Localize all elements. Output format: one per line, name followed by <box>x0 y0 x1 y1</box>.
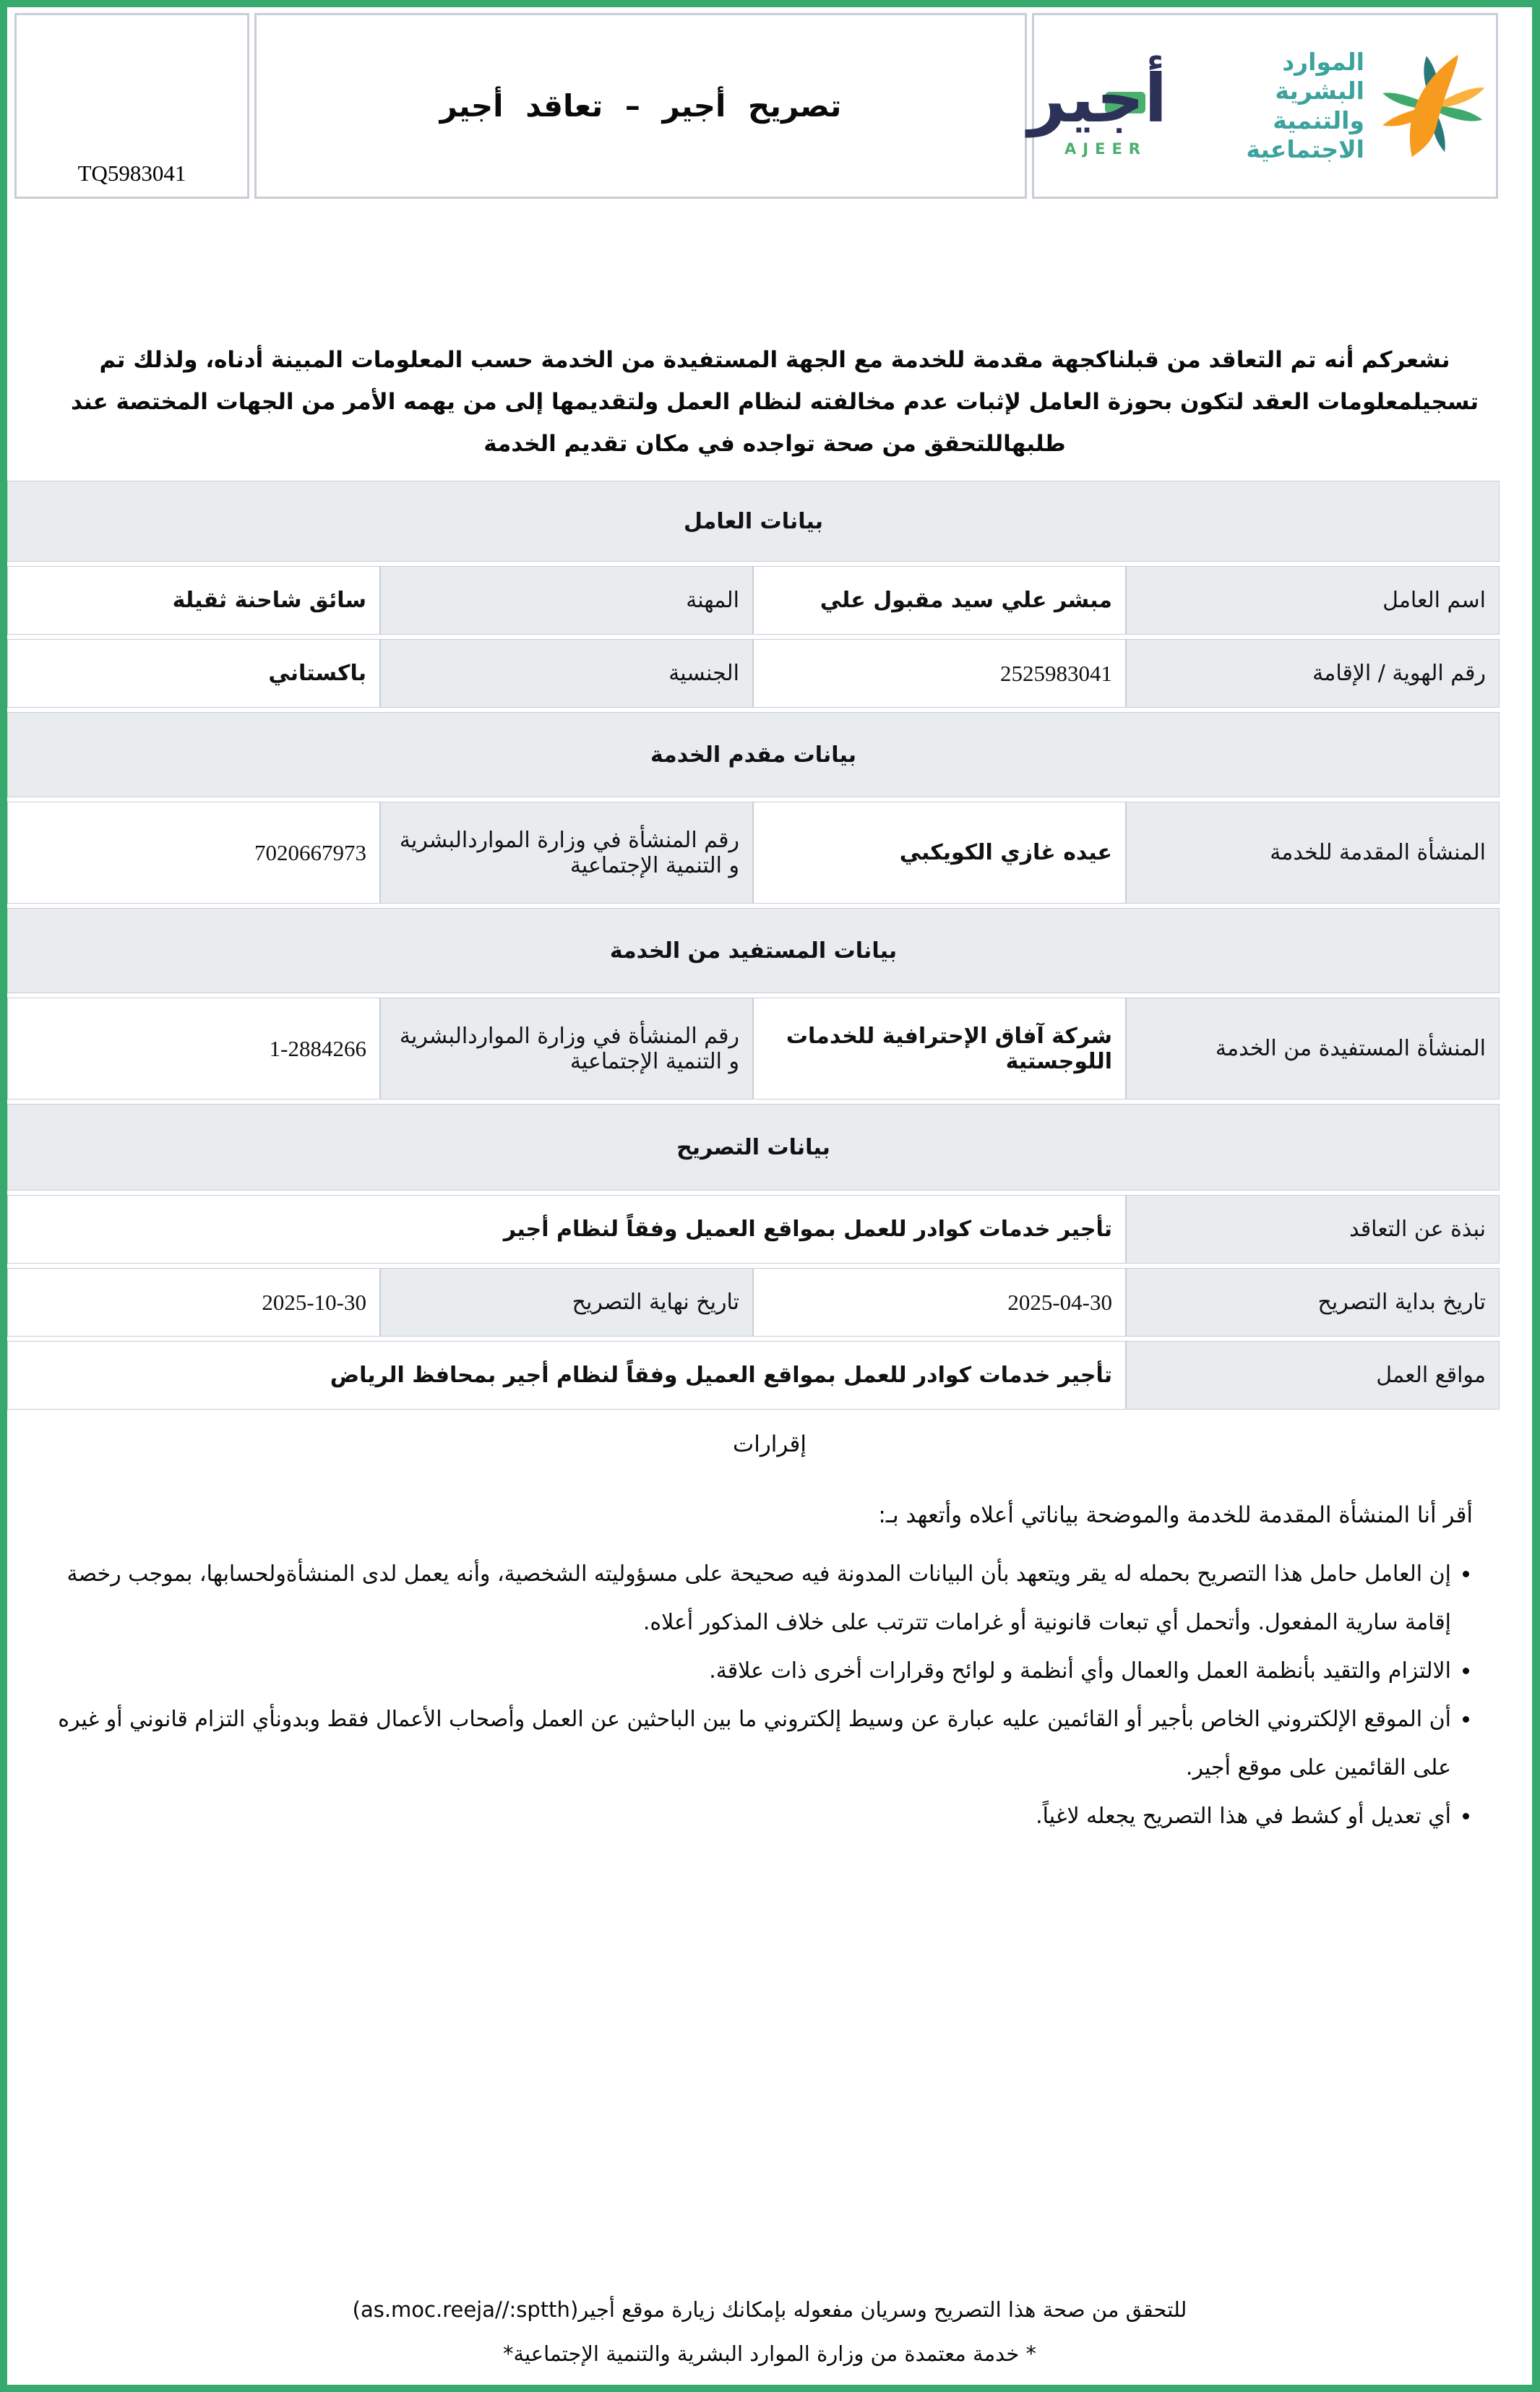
declaration-item: • أن الموقع الإلكتروني الخاص بأجير أو القائمين عليه عبارة عن وسيط إلكتروني ما بين الباحثين عن العمل وأصحاب الأعمال فقط وبدونأي التزام قانوني أو غيره على القائمين على موقع أجير. <box>51 1695 1451 1792</box>
section-title-beneficiary: بيانات المستفيد من الخدمة <box>7 908 1500 993</box>
provider-establishment-value: عيده غازي الكويكبي <box>753 802 1126 904</box>
nationality-value: باكستاني <box>7 639 380 708</box>
beneficiary-establishment-value: شركة آفاق الإحترافية للخدمات اللوجستية <box>753 998 1126 1099</box>
declaration-item: • الالتزام والتقيد بأنظمة العمل والعمال وأي أنظمة و لوائح وقرارات أخرى ذات علاقة. <box>51 1647 1451 1695</box>
header <box>14 13 1498 199</box>
table-row <box>7 566 1500 635</box>
table-row <box>7 1341 1500 1410</box>
section-header-provider <box>7 712 1500 797</box>
ajeer-wordmark-latin: AJEER <box>1064 140 1147 158</box>
provider-number-label: رقم المنشأة في وزارة المواردالبشرية و التنمية الإجتماعية <box>380 802 753 904</box>
beneficiary-establishment-label: المنشأة المستفيدة من الخدمة <box>1126 998 1500 1099</box>
end-date-value: 2025-10-30 <box>7 1268 380 1337</box>
section-title-provider: بيانات مقدم الخدمة <box>7 712 1500 797</box>
declarations-heading: إقرارات <box>733 1431 806 1457</box>
ministry-wordmark <box>1193 48 1364 164</box>
footer-verify-line: للتحقق من صحة هذا التصريح وسريان مفعوله بإمكانك زيارة موقع أجير(as.moc.reeja//:sptth) <box>352 2297 1187 2322</box>
end-date-label: تاريخ نهاية التصريح <box>380 1268 753 1337</box>
table-row <box>7 639 1500 708</box>
ministry-logo <box>1193 44 1490 168</box>
permit-code-box <box>14 13 249 199</box>
footer-approved-line: * خدمة معتمدة من وزارة الموارد البشرية والتنمية الإجتماعية* <box>503 2341 1036 2366</box>
contract-summary-label: نبذة عن التعاقد <box>1126 1195 1500 1264</box>
start-date-value: 2025-04-30 <box>753 1268 1126 1337</box>
section-title-permit: بيانات التصريح <box>7 1104 1500 1191</box>
section-header-beneficiary <box>7 908 1500 993</box>
ministry-name-line1: الموارد البشرية <box>1275 48 1364 106</box>
worker-name-label: اسم العامل <box>1126 566 1500 635</box>
work-locations-label: مواقع العمل <box>1126 1341 1500 1410</box>
declaration-item: • إن العامل حامل هذا التصريح بحمله له يقر ويتعهد بأن البيانات المدونة فيه صحيحة على مسؤوليته الشخصية، وأنه يعمل لدى المنشأةولحسابها، بموجب رخصة إقامة سارية المفعول. وأتحمل أي تبعات قانونية أو غرامات تترتب على خلاف المذكور أعلاه. <box>51 1550 1451 1647</box>
logos-box <box>1028 13 1498 199</box>
page-title: تصريح أجير – تعاقد أجير <box>439 88 842 124</box>
table-row <box>7 802 1500 904</box>
declarations-list <box>51 1550 1473 1840</box>
beneficiary-number-value: 1-2884266 <box>7 998 380 1099</box>
ministry-palm-icon <box>1376 44 1490 168</box>
worker-name-value: مبشر علي سيد مقبول علي <box>753 566 1126 635</box>
ajeer-logo <box>1028 54 1167 158</box>
table-row <box>7 998 1500 1099</box>
section-header-worker <box>7 481 1500 562</box>
title-box <box>254 13 1027 199</box>
nationality-label: الجنسية <box>380 639 753 708</box>
provider-establishment-label: المنشأة المقدمة للخدمة <box>1126 802 1500 904</box>
id-number-label: رقم الهوية / الإقامة <box>1126 639 1500 708</box>
profession-value: سائق شاحنة ثقيلة <box>7 566 380 635</box>
contract-summary-value: تأجير خدمات كوادر للعمل بمواقع العميل وفقاً لنظام أجير <box>7 1195 1126 1264</box>
beneficiary-number-label: رقم المنشأة في وزارة المواردالبشرية و التنمية الإجتماعية <box>380 998 753 1099</box>
id-number-value: 2525983041 <box>753 639 1126 708</box>
section-title-worker: بيانات العامل <box>7 481 1500 562</box>
declarations-intro: أقر أنا المنشأة المقدمة للخدمة والموضحة بياناتي أعلاه وأتعهد بـ: <box>878 1502 1473 1528</box>
provider-number-value: 7020667973 <box>7 802 380 904</box>
footer <box>7 2288 1532 2376</box>
intro-paragraph: نشعركم أنه تم التعاقد من قبلناكجهة مقدمة للخدمة مع الجهة المستفيدة من الخدمة حسب المعلومات المبينة أدناه، ولذلك تم تسجيلمعلومات العقد لتكون بحوزة العامل لإثبات عدم مخالفته لنظام العمل ولتقديمها إلى من يهمه الأمر من الجهات المختصة عند طلبهاللتحقق من صحة تواجده في مكان تقديم الخدمة <box>70 347 1479 457</box>
table-row <box>7 1195 1500 1264</box>
section-header-permit <box>7 1104 1500 1191</box>
permit-data-table <box>7 476 1500 1414</box>
profession-label: المهنة <box>380 566 753 635</box>
ajeer-wordmark-arabic: أجير <box>1028 60 1167 138</box>
table-row <box>7 1268 1500 1337</box>
declaration-item: • أي تعديل أو كشط في هذا التصريح يجعله لاغياً. <box>51 1792 1451 1840</box>
permit-code: TQ5983041 <box>77 160 186 186</box>
ministry-name-line2: والتنمية الاجتماعية <box>1246 106 1364 163</box>
start-date-label: تاريخ بداية التصريح <box>1126 1268 1500 1337</box>
work-locations-value: تأجير خدمات كوادر للعمل بمواقع العميل وفقاً لنظام أجير بمحافظ الرياض <box>7 1341 1126 1410</box>
